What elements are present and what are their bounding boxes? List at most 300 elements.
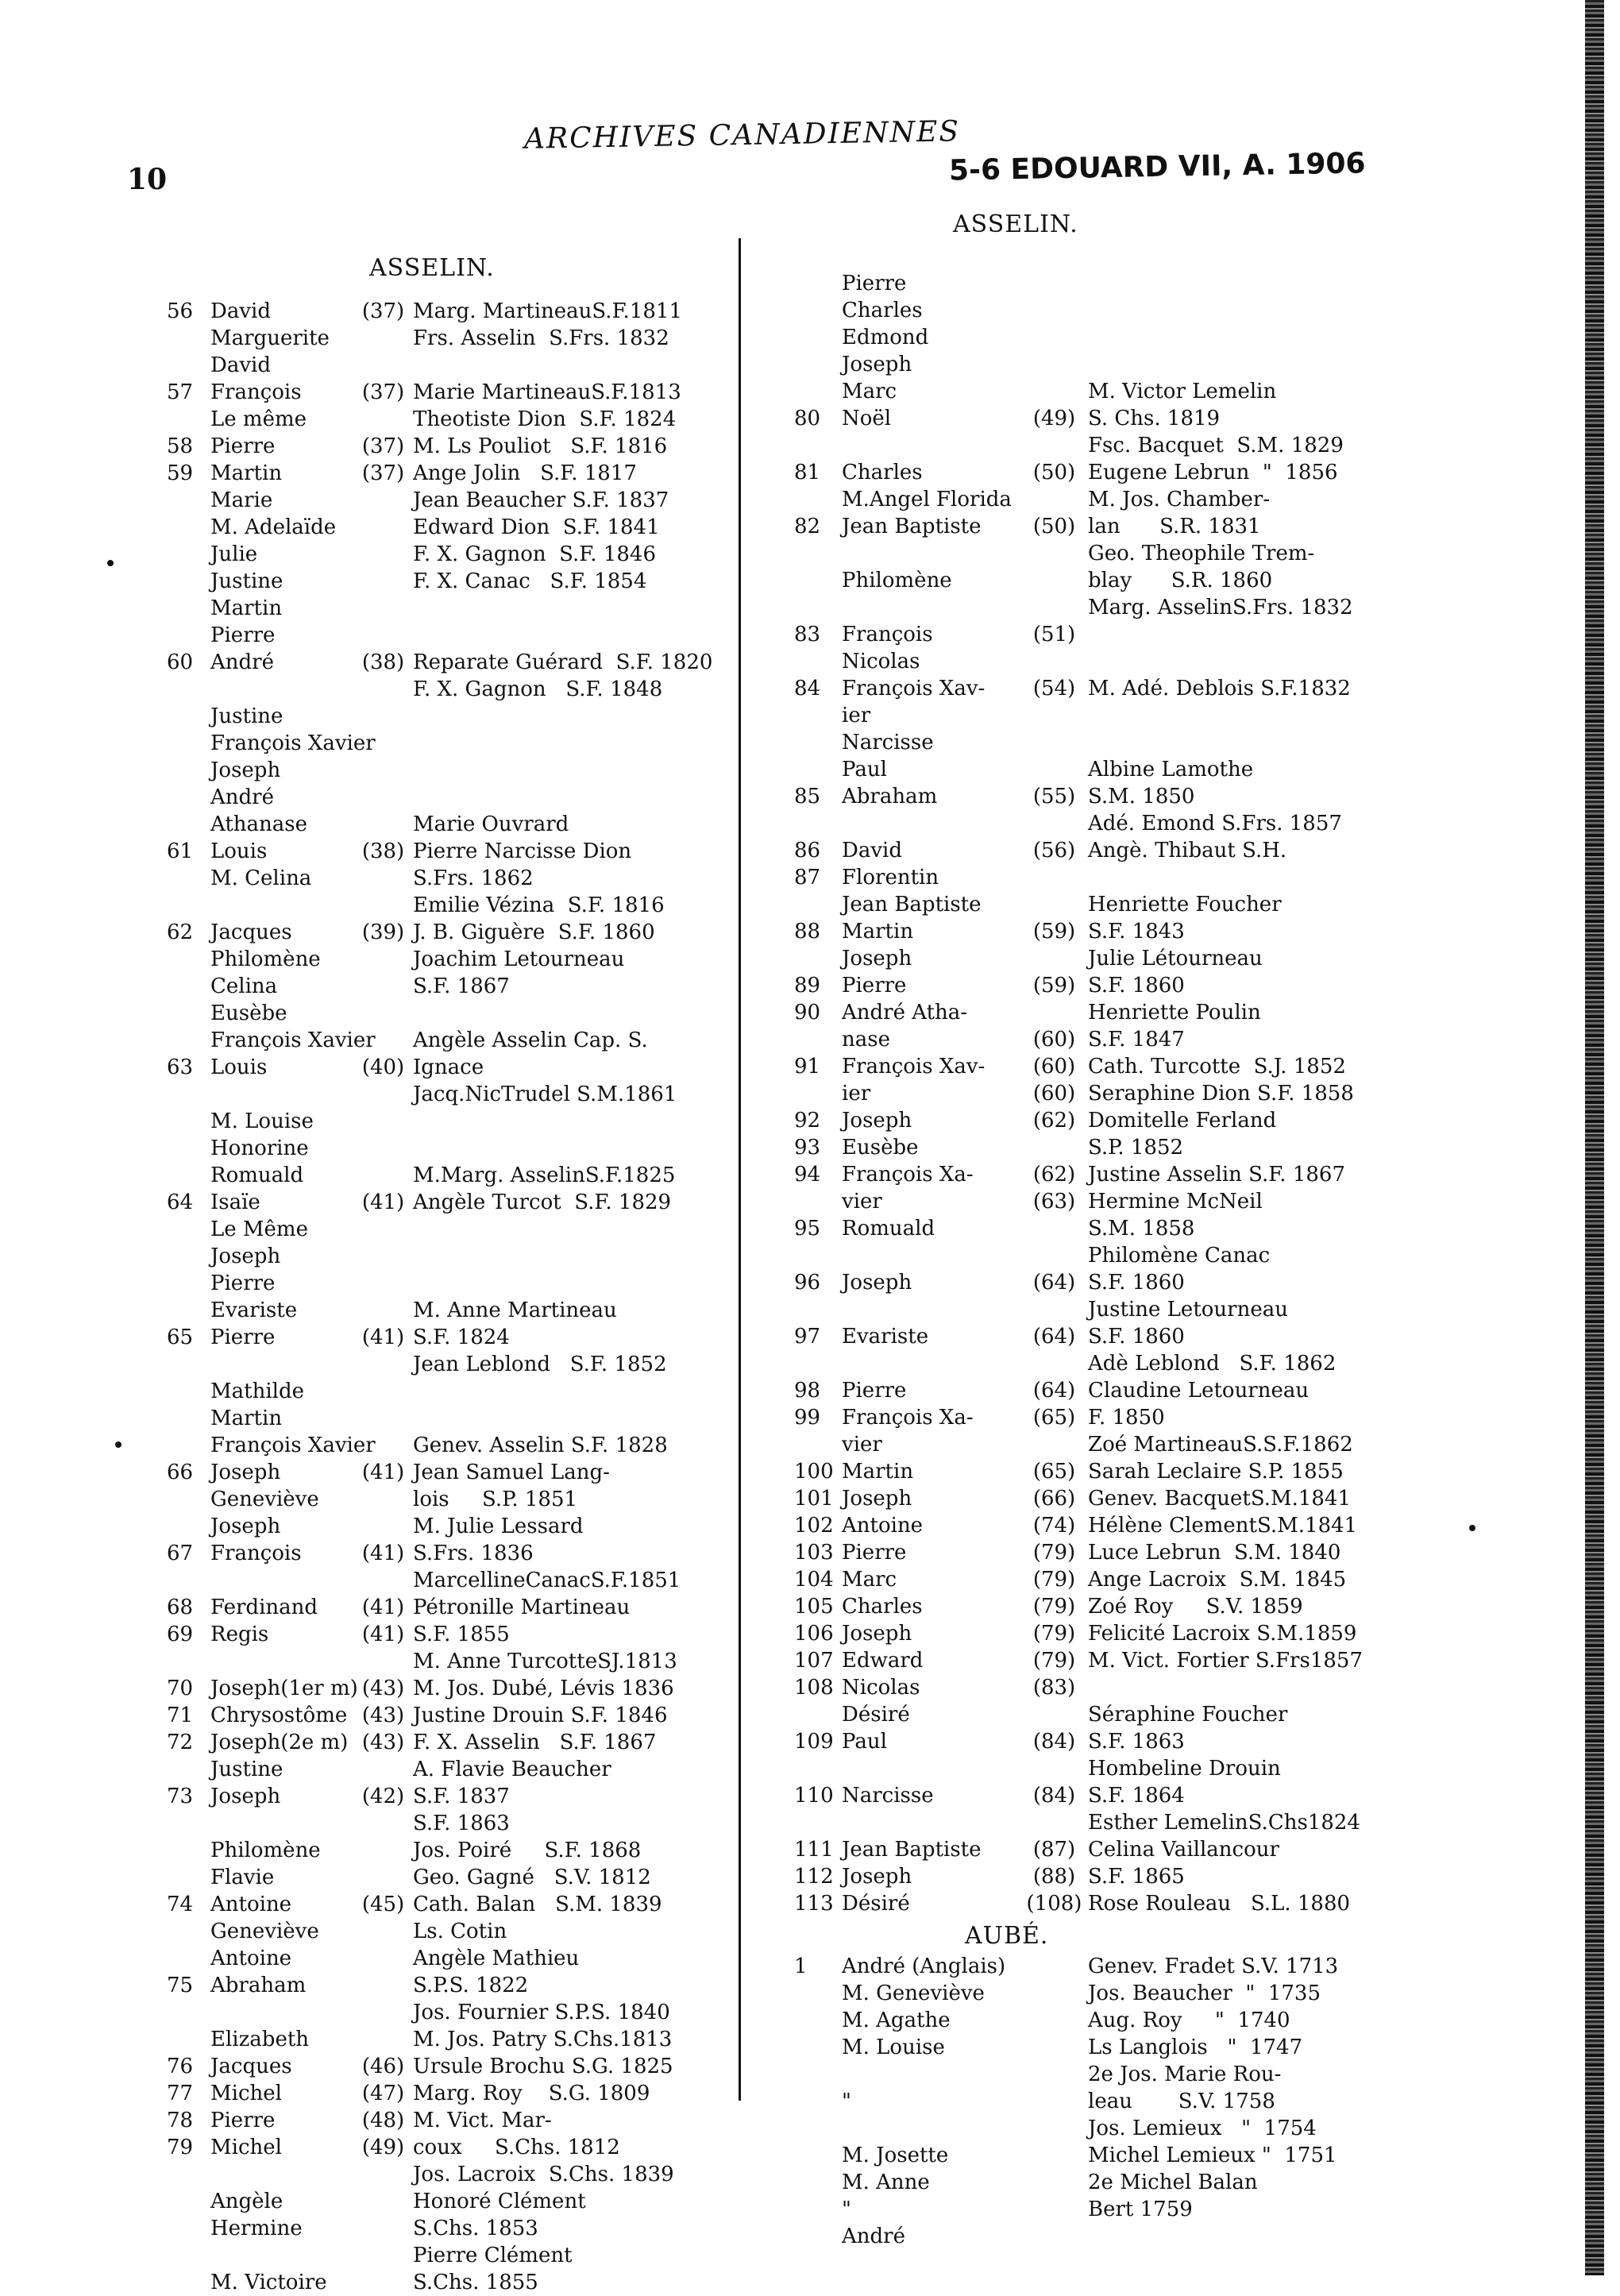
parent-ref bbox=[1020, 2223, 1088, 2250]
parent-ref bbox=[353, 973, 413, 1000]
entry-number bbox=[794, 1026, 842, 1053]
parent-ref: (60) bbox=[1032, 1028, 1076, 1052]
spouse-marriage: Marie Ouvrard bbox=[413, 812, 569, 836]
parent-ref bbox=[353, 2026, 413, 2053]
genealogy-entry bbox=[167, 1972, 723, 1999]
entry-name: Evariste bbox=[842, 1325, 929, 1349]
parent-ref bbox=[353, 676, 413, 703]
genealogy-entry bbox=[167, 1378, 723, 1405]
entry-name: Antoine bbox=[210, 1893, 292, 1916]
spouse-marriage: S.F. 1847 bbox=[1088, 1028, 1185, 1052]
genealogy-entry bbox=[794, 1107, 1429, 1134]
entry-name: Athanase bbox=[210, 812, 307, 836]
genealogy-entry bbox=[794, 594, 1429, 621]
genealogy-entry bbox=[167, 406, 723, 433]
spouse-marriage bbox=[413, 1216, 723, 1243]
entry-number bbox=[167, 730, 210, 757]
spouse-marriage: Reparate Guérard S.F. 1820 bbox=[413, 650, 713, 674]
spouse-marriage bbox=[1088, 864, 1429, 891]
entry-number: 73 bbox=[167, 1785, 194, 1808]
spouse-marriage: S.F. 1863 bbox=[413, 1812, 510, 1835]
entry-name: François Xavier bbox=[210, 731, 376, 755]
genealogy-entry bbox=[167, 460, 723, 487]
entry-name: " bbox=[842, 2090, 851, 2113]
genealogy-entry bbox=[794, 405, 1429, 432]
entry-name bbox=[842, 432, 1020, 459]
parent-ref: (87) bbox=[1032, 1838, 1076, 1862]
genealogy-entry bbox=[794, 972, 1429, 999]
entry-number: 111 bbox=[794, 1838, 834, 1862]
spouse-marriage: Michel Lemieux " 1751 bbox=[1088, 2144, 1337, 2167]
entry-name: Jacques bbox=[210, 2055, 292, 2078]
entry-number: 76 bbox=[167, 2055, 194, 2078]
genealogy-entry bbox=[794, 324, 1429, 351]
entry-number: 79 bbox=[167, 2136, 194, 2159]
spouse-marriage: M.Marg. AsselinS.F.1825 bbox=[413, 1163, 676, 1187]
entry-name: Charles bbox=[842, 1595, 923, 1619]
entry-name: Pierre bbox=[210, 434, 276, 458]
parent-ref bbox=[353, 568, 413, 595]
entry-number: 68 bbox=[167, 1596, 194, 1619]
entry-number: 109 bbox=[794, 1730, 834, 1754]
entry-number: 66 bbox=[167, 1461, 194, 1484]
entry-name bbox=[210, 1810, 353, 1837]
entry-number: 96 bbox=[794, 1271, 821, 1295]
genealogy-entry bbox=[167, 649, 723, 676]
parent-ref bbox=[1020, 1350, 1088, 1377]
spouse-marriage: M. Anne Martineau bbox=[413, 1298, 617, 1322]
genealogy-entry bbox=[167, 541, 723, 568]
parent-ref bbox=[353, 1432, 413, 1459]
entry-number: 108 bbox=[794, 1676, 834, 1700]
entry-number bbox=[167, 325, 210, 352]
spouse-marriage: Justine Drouin S.F. 1846 bbox=[413, 1704, 668, 1727]
entry-name: Pierre bbox=[210, 1271, 276, 1295]
entry-name bbox=[210, 2242, 353, 2269]
parent-ref bbox=[353, 1999, 413, 2026]
parent-ref bbox=[353, 892, 413, 919]
parent-ref bbox=[353, 757, 413, 784]
parent-ref: (37) bbox=[361, 380, 405, 404]
parent-ref bbox=[353, 1216, 413, 1243]
parent-ref bbox=[353, 2269, 413, 2296]
genealogy-entry bbox=[167, 946, 723, 973]
parent-ref bbox=[1020, 1296, 1088, 1323]
entry-number: 70 bbox=[167, 1677, 194, 1700]
entry-name: Chrysostôme bbox=[210, 1704, 348, 1727]
spouse-marriage: S.F. 1863 bbox=[1088, 1730, 1185, 1754]
spouse-marriage: Justine Asselin S.F. 1867 bbox=[1088, 1163, 1345, 1187]
parent-ref bbox=[353, 1135, 413, 1162]
parent-ref: (62) bbox=[1032, 1109, 1076, 1133]
entry-number bbox=[167, 811, 210, 838]
genealogy-entry bbox=[167, 757, 723, 784]
parent-ref bbox=[353, 1918, 413, 1945]
genealogy-entry bbox=[167, 1081, 723, 1108]
entry-number: 84 bbox=[794, 677, 821, 700]
entry-name: Martin bbox=[210, 1407, 283, 1430]
parent-ref: (50) bbox=[1032, 461, 1076, 484]
spouse-marriage bbox=[1088, 702, 1429, 729]
spouse-marriage: S.F. 1864 bbox=[1088, 1784, 1185, 1808]
entry-name bbox=[210, 1648, 353, 1675]
entry-name: François Xavier bbox=[210, 1434, 376, 1457]
genealogy-entry bbox=[794, 999, 1429, 1026]
genealogy-entry bbox=[794, 2169, 1429, 2196]
parent-ref bbox=[1020, 540, 1088, 567]
parent-ref: (59) bbox=[1032, 974, 1076, 998]
entry-name: Joseph bbox=[210, 1785, 281, 1808]
entry-name bbox=[210, 1567, 353, 1594]
parent-ref: (74) bbox=[1032, 1514, 1076, 1538]
spouse-marriage: M. Ls Pouliot S.F. 1816 bbox=[413, 434, 668, 458]
entry-name: Romuald bbox=[210, 1163, 304, 1187]
entry-number bbox=[794, 1431, 842, 1458]
spouse-marriage: lan S.R. 1831 bbox=[1088, 515, 1261, 538]
entry-name: M. Louise bbox=[842, 2036, 945, 2059]
parent-ref bbox=[1020, 1242, 1088, 1269]
entry-name: Louis bbox=[210, 1055, 268, 1079]
spouse-marriage: Ange Jolin S.F. 1817 bbox=[413, 461, 637, 485]
parent-ref: (51) bbox=[1032, 623, 1076, 646]
spouse-marriage: A. Flavie Beaucher bbox=[413, 1758, 611, 1781]
entry-name: Angèle bbox=[210, 2190, 284, 2213]
entry-number: 113 bbox=[794, 1892, 834, 1916]
genealogy-entry bbox=[794, 1134, 1429, 1161]
genealogy-entry bbox=[794, 891, 1429, 918]
entry-number bbox=[167, 1405, 210, 1432]
spouse-marriage: M. Vict. Fortier S.Frs1857 bbox=[1088, 1649, 1363, 1673]
entry-number: 88 bbox=[794, 920, 821, 943]
spouse-marriage: Henriette Foucher bbox=[1088, 893, 1282, 916]
genealogy-entry bbox=[794, 1080, 1429, 1107]
entry-name: Jean Baptiste bbox=[842, 1838, 982, 1862]
spouse-marriage: Marg. Roy S.G. 1809 bbox=[413, 2082, 650, 2105]
spouse-marriage: Marg. AsselinS.Frs. 1832 bbox=[1088, 596, 1353, 619]
entry-number bbox=[794, 1350, 842, 1377]
entry-number bbox=[794, 2034, 842, 2061]
entry-name: Jean Baptiste bbox=[842, 893, 982, 916]
left-column bbox=[167, 298, 723, 2296]
parent-ref: (64) bbox=[1032, 1325, 1076, 1349]
entry-number bbox=[167, 1513, 210, 1540]
parent-ref: (41) bbox=[361, 1542, 405, 1565]
entry-name: Edward bbox=[842, 1649, 924, 1673]
genealogy-entry bbox=[167, 1297, 723, 1324]
spouse-marriage bbox=[413, 784, 723, 811]
spouse-marriage: Genev. Fradet S.V. 1713 bbox=[1088, 1954, 1339, 1978]
entry-name: Charles bbox=[842, 299, 923, 322]
spouse-marriage: S.F. 1865 bbox=[1088, 1865, 1185, 1889]
entry-number bbox=[167, 1999, 210, 2026]
genealogy-entry bbox=[794, 1485, 1429, 1512]
spouse-marriage: Marg. MartineauS.F.1811 bbox=[413, 299, 682, 323]
genealogy-entry bbox=[167, 892, 723, 919]
entry-number: 112 bbox=[794, 1865, 834, 1889]
genealogy-entry bbox=[167, 2107, 723, 2134]
entry-number: 58 bbox=[167, 434, 194, 458]
spouse-marriage: Sarah Leclaire S.P. 1855 bbox=[1088, 1460, 1344, 1484]
genealogy-entry bbox=[794, 459, 1429, 486]
parent-ref bbox=[1020, 729, 1088, 756]
entry-name: Joseph bbox=[842, 947, 912, 970]
genealogy-entry bbox=[167, 2134, 723, 2161]
spouse-marriage bbox=[413, 1378, 723, 1405]
entry-number bbox=[167, 973, 210, 1000]
spouse-marriage: Frs. Asselin S.Frs. 1832 bbox=[413, 326, 669, 350]
entry-number bbox=[794, 1980, 842, 2007]
entry-number bbox=[167, 1270, 210, 1297]
parent-ref bbox=[353, 2242, 413, 2269]
entry-number bbox=[167, 406, 210, 433]
entry-number: 87 bbox=[794, 866, 821, 889]
parent-ref bbox=[353, 1837, 413, 1864]
genealogy-entry bbox=[167, 595, 723, 622]
spouse-marriage: Adè Leblond S.F. 1862 bbox=[1088, 1352, 1336, 1376]
entry-name bbox=[210, 676, 353, 703]
entry-name: Paul bbox=[842, 758, 887, 781]
spouse-marriage: Jean Leblond S.F. 1852 bbox=[413, 1353, 667, 1376]
entry-number: 71 bbox=[167, 1704, 194, 1727]
aube-section-heading: AUBÉ. bbox=[965, 1922, 1049, 1950]
spouse-marriage: Luce Lebrun S.M. 1840 bbox=[1088, 1541, 1341, 1565]
entry-name: François Xav- bbox=[842, 677, 986, 700]
spouse-marriage bbox=[413, 1405, 723, 1432]
entry-number bbox=[167, 1027, 210, 1054]
entry-name bbox=[842, 1755, 1020, 1782]
spouse-marriage: S.P.S. 1822 bbox=[413, 1974, 529, 1997]
entry-name: Louis bbox=[210, 839, 268, 863]
entry-number bbox=[167, 1108, 210, 1135]
entry-number: 56 bbox=[167, 299, 194, 323]
spouse-marriage: lois S.P. 1851 bbox=[413, 1488, 578, 1511]
genealogy-entry bbox=[167, 352, 723, 379]
genealogy-entry bbox=[794, 1026, 1429, 1053]
parent-ref bbox=[1020, 648, 1088, 675]
entry-number: 85 bbox=[794, 785, 821, 808]
entry-number bbox=[167, 1918, 210, 1945]
parent-ref: (43) bbox=[361, 1731, 405, 1754]
parent-ref: (55) bbox=[1032, 785, 1076, 808]
entry-number bbox=[794, 891, 842, 918]
genealogy-entry bbox=[167, 1513, 723, 1540]
speck bbox=[115, 1441, 122, 1448]
spouse-marriage: M. Anne TurcotteSJ.1813 bbox=[413, 1650, 677, 1673]
spouse-marriage bbox=[413, 595, 723, 622]
parent-ref: (79) bbox=[1032, 1595, 1076, 1619]
genealogy-entry bbox=[794, 1566, 1429, 1593]
entry-number bbox=[167, 1432, 210, 1459]
parent-ref bbox=[353, 1945, 413, 1972]
entry-number bbox=[167, 514, 210, 541]
parent-ref: (41) bbox=[361, 1326, 405, 1349]
spouse-marriage: Pétronille Martineau bbox=[413, 1596, 631, 1619]
genealogy-entry bbox=[167, 1054, 723, 1081]
parent-ref bbox=[1020, 351, 1088, 378]
entry-number bbox=[167, 2026, 210, 2053]
entry-name: Joseph bbox=[210, 758, 281, 782]
spouse-marriage: M. Adé. Deblois S.F.1832 bbox=[1088, 677, 1351, 700]
entry-name bbox=[842, 594, 1020, 621]
parent-ref bbox=[1020, 324, 1088, 351]
parent-ref: (40) bbox=[361, 1055, 405, 1079]
parent-ref: (37) bbox=[361, 299, 405, 323]
entry-number bbox=[167, 595, 210, 622]
aube-entries bbox=[794, 1953, 1429, 2250]
entry-number bbox=[167, 568, 210, 595]
entry-number: 94 bbox=[794, 1163, 821, 1187]
entry-number bbox=[167, 1000, 210, 1027]
parent-ref bbox=[353, 487, 413, 514]
entry-number bbox=[794, 351, 842, 378]
spouse-marriage bbox=[413, 622, 723, 649]
spouse-marriage: blay S.R. 1860 bbox=[1088, 569, 1273, 592]
entry-name: vier bbox=[842, 1433, 882, 1457]
entry-name: Joseph bbox=[842, 1865, 912, 1889]
spouse-marriage: S.F. 1843 bbox=[1088, 920, 1185, 943]
entry-number bbox=[167, 892, 210, 919]
genealogy-entry bbox=[794, 1593, 1429, 1620]
entry-name bbox=[210, 1351, 353, 1378]
genealogy-entry bbox=[794, 1890, 1429, 1917]
genealogy-entry bbox=[167, 1594, 723, 1621]
spouse-marriage: coux S.Chs. 1812 bbox=[413, 2136, 620, 2159]
genealogy-entry bbox=[167, 2053, 723, 2080]
entry-name: Paul bbox=[842, 1730, 887, 1754]
parent-ref: (41) bbox=[361, 1623, 405, 1646]
spouse-marriage: Eugene Lebrun " 1856 bbox=[1088, 461, 1338, 484]
entry-name: Hermine bbox=[210, 2217, 303, 2240]
genealogy-entry bbox=[794, 1458, 1429, 1485]
entry-name: Eusèbe bbox=[210, 1001, 287, 1025]
entry-number bbox=[794, 702, 842, 729]
entry-number: 105 bbox=[794, 1595, 834, 1619]
spouse-marriage: S.F. 1860 bbox=[1088, 974, 1185, 998]
entry-name: Edmond bbox=[842, 326, 929, 349]
left-section-heading: ASSELIN. bbox=[369, 254, 495, 282]
genealogy-entry bbox=[167, 2269, 723, 2296]
genealogy-entry bbox=[794, 1215, 1429, 1242]
genealogy-entry bbox=[794, 351, 1429, 378]
spouse-marriage bbox=[413, 730, 723, 757]
entry-name: Joseph bbox=[210, 1461, 281, 1484]
entry-number: 97 bbox=[794, 1325, 821, 1349]
running-title: ARCHIVES CANADIENNES bbox=[523, 115, 961, 156]
parent-ref: (41) bbox=[361, 1461, 405, 1484]
entry-number bbox=[167, 1567, 210, 1594]
genealogy-entry bbox=[794, 2007, 1429, 2034]
parent-ref: (79) bbox=[1032, 1541, 1076, 1565]
genealogy-entry bbox=[794, 1620, 1429, 1647]
entry-name: Jean Baptiste bbox=[842, 515, 982, 538]
genealogy-entry bbox=[794, 2223, 1429, 2250]
spouse-marriage: S. Chs. 1819 bbox=[1088, 407, 1221, 430]
parent-ref bbox=[353, 352, 413, 379]
entry-name: Justine bbox=[210, 1758, 284, 1781]
entry-name: François Xa- bbox=[842, 1163, 974, 1187]
genealogy-entry bbox=[794, 2196, 1429, 2223]
spouse-marriage: Jos. Poiré S.F. 1868 bbox=[413, 1839, 642, 1862]
spouse-marriage: M. Jos. Dubé, Lévis 1836 bbox=[413, 1677, 674, 1700]
parent-ref: (64) bbox=[1032, 1379, 1076, 1403]
spouse-marriage bbox=[413, 703, 723, 730]
parent-ref bbox=[353, 1027, 413, 1054]
genealogy-entry bbox=[167, 1567, 723, 1594]
spouse-marriage: S.M. 1850 bbox=[1088, 785, 1195, 808]
parent-ref: (38) bbox=[361, 839, 405, 863]
genealogy-entry bbox=[167, 838, 723, 865]
entry-name: François Xa- bbox=[842, 1406, 974, 1430]
entry-number: 89 bbox=[794, 974, 821, 998]
speck bbox=[107, 560, 114, 566]
genealogy-entry bbox=[794, 1053, 1429, 1080]
genealogy-entry bbox=[794, 486, 1429, 513]
entry-name: Joseph(2e m) bbox=[210, 1731, 349, 1754]
spouse-marriage bbox=[1088, 648, 1429, 675]
parent-ref: (79) bbox=[1032, 1568, 1076, 1592]
spouse-marriage: Justine Letourneau bbox=[1088, 1298, 1288, 1322]
entry-name: Nicolas bbox=[842, 650, 920, 673]
entry-name: M. Louise bbox=[210, 1109, 314, 1133]
entry-name: André (Anglais) bbox=[842, 1954, 1006, 1978]
entry-number: 93 bbox=[794, 1136, 821, 1160]
genealogy-entry bbox=[794, 1431, 1429, 1458]
genealogy-entry bbox=[167, 2188, 723, 2215]
entry-number bbox=[794, 1242, 842, 1269]
genealogy-entry bbox=[167, 2215, 723, 2242]
entry-number bbox=[794, 1809, 842, 1836]
entry-number bbox=[794, 297, 842, 324]
spouse-marriage: M. Jos. Chamber- bbox=[1088, 488, 1271, 511]
entry-name: Eusèbe bbox=[842, 1136, 919, 1160]
entry-name: Pierre bbox=[210, 2109, 276, 2132]
parent-ref bbox=[353, 541, 413, 568]
parent-ref bbox=[1020, 297, 1088, 324]
genealogy-entry bbox=[794, 2088, 1429, 2115]
spouse-marriage: S.F. 1837 bbox=[413, 1785, 510, 1808]
spouse-marriage: Angèle Asselin Cap. S. bbox=[413, 1028, 648, 1052]
entry-number bbox=[167, 1135, 210, 1162]
entry-name: M. Victoire bbox=[210, 2271, 327, 2294]
entry-name: Joseph(1er m) bbox=[210, 1677, 358, 1700]
genealogy-entry bbox=[794, 1980, 1429, 2007]
genealogy-entry bbox=[167, 703, 723, 730]
entry-number bbox=[167, 865, 210, 892]
entry-name: Marc bbox=[842, 1568, 897, 1592]
entry-number: 86 bbox=[794, 839, 821, 862]
entry-number bbox=[167, 622, 210, 649]
entry-name: Joseph bbox=[842, 1271, 912, 1295]
genealogy-entry bbox=[167, 1756, 723, 1783]
genealogy-entry bbox=[794, 1377, 1429, 1404]
genealogy-entry bbox=[794, 432, 1429, 459]
parent-ref bbox=[1020, 999, 1088, 1026]
parent-ref: (46) bbox=[361, 2055, 405, 2078]
genealogy-entry bbox=[167, 1648, 723, 1675]
parent-ref bbox=[353, 406, 413, 433]
entry-name: Joseph bbox=[842, 1109, 912, 1133]
genealogy-entry bbox=[794, 378, 1429, 405]
parent-ref: (47) bbox=[361, 2082, 405, 2105]
genealogy-entry bbox=[167, 1918, 723, 1945]
entry-number bbox=[167, 1081, 210, 1108]
genealogy-entry bbox=[794, 675, 1429, 702]
parent-ref bbox=[353, 325, 413, 352]
genealogy-entry bbox=[167, 2026, 723, 2053]
genealogy-entry bbox=[794, 513, 1429, 540]
spouse-marriage: J. B. Giguère S.F. 1860 bbox=[413, 920, 655, 944]
spouse-marriage: leau S.V. 1758 bbox=[1088, 2090, 1275, 2113]
